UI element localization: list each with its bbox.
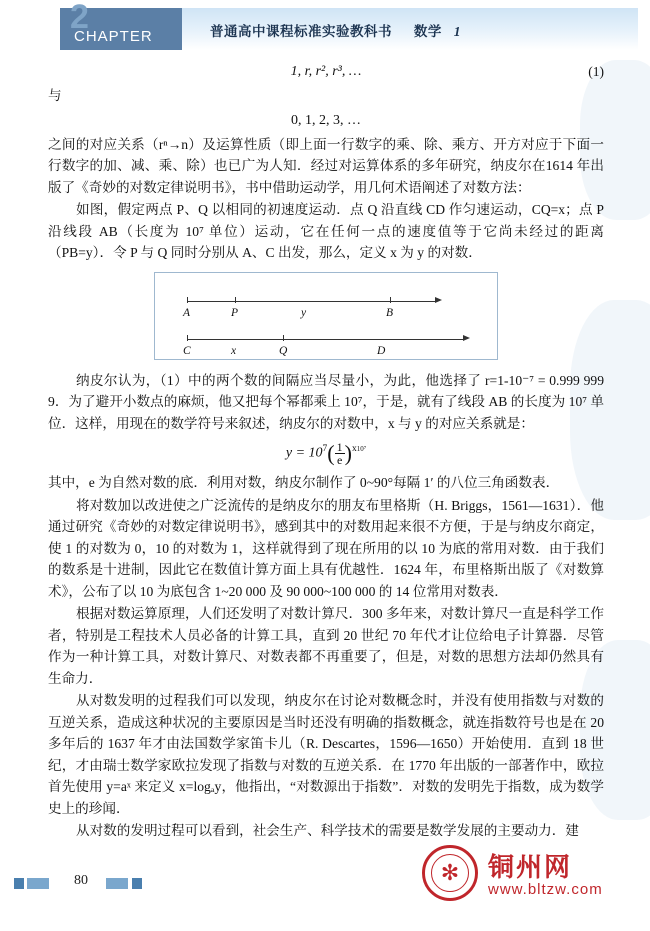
fraction-numerator: 1 bbox=[336, 440, 343, 454]
figure-label-c: C bbox=[183, 344, 191, 357]
paragraph-3: 纳皮尔认为，（1）中的两个数的间隔应当尽量小，为此，他选择了 r=1-10⁻⁷ = 0.999 999 9．为了避开小数点的麻烦，他又把每个幂都乘上 10⁷，于是，就有了线段 AB 的长度为 10⁷ 单位．这样，用现在的数学符号来叙述，纳皮尔的对数中，x 与 y 的对应关系就是： bbox=[48, 372, 604, 431]
page-header bbox=[60, 0, 638, 50]
figure-label-y: y bbox=[301, 306, 307, 319]
page-number: 80 bbox=[74, 873, 88, 888]
formula-paren-left: ( bbox=[327, 440, 335, 466]
figure-segment-ab bbox=[187, 301, 437, 302]
napier-formula-exp1: 7 bbox=[322, 444, 328, 455]
seal-icon bbox=[422, 845, 478, 901]
equation-sequence-1 bbox=[48, 62, 604, 82]
footer-bar-2 bbox=[27, 878, 49, 889]
figure-label-p: P bbox=[231, 306, 239, 319]
figure-tick-q bbox=[283, 335, 284, 341]
paragraph-6: 根据对数运算原理，人们还发明了对数计算尺．300 多年来，对数计算尺一直是科学工作者，特别是工程技术人员必备的计算工具，直到 20 世纪 70 年代才让位给电子计算器．尽管作为一种计算工具，对数计算尺、对数表都不再重要了，但是，对数的思想方法却仍然具有生命力． bbox=[48, 606, 604, 686]
paragraph-8: 从对数的发明过程可以看到，社会生产、科学技术的需要是数学发展的主要动力．建 bbox=[76, 823, 579, 838]
footer-bar-3 bbox=[106, 878, 128, 889]
conjunction-word: 与 bbox=[48, 88, 62, 103]
footer-bar-4 bbox=[132, 878, 142, 889]
napier-formula-lead: y = 10 bbox=[285, 445, 323, 461]
napier-figure bbox=[154, 272, 498, 360]
figure-segment-cd bbox=[187, 339, 465, 340]
formula-paren-right: ) bbox=[344, 440, 352, 466]
figure-label-a: A bbox=[183, 306, 191, 319]
paragraph-5: 将对数加以改进使之广泛流传的是纳皮尔的朋友布里格斯（H. Briggs，1561—1631）．他通过研究《奇妙的对数定律说明书》，感到其中的对数用起来很不方便，于是与纳皮尔商定，使 1 的对数为 0，10 的对数为 1，这样就得到了现在所用的以 10 为底的常用对数．由于我们的数系是十进制，因此它在数值计算方面上具有优越性．1624 年，布里格斯出版了《对数算术》，公布了以 10 为底包含 1~20 000 及 90 000~100 000 的 14 位常用对数表． bbox=[48, 497, 604, 599]
figure-arrow-cd bbox=[463, 335, 470, 341]
seal-star-glyph: ✻ bbox=[440, 860, 460, 885]
series-title: 普通高中课程标准实验教科书 bbox=[210, 24, 392, 39]
napier-formula-exponent-base: x bbox=[351, 444, 357, 455]
watermark-site-name: 铜州网 bbox=[488, 853, 573, 882]
figure-arrow-ab bbox=[435, 297, 442, 303]
paragraph-1: 之间的对应关系（rⁿ→n）及运算性质（即上面一行数字的乘、除、乘方、开方对应于下面一行数字的加、减、乘、除）也已广为人知．经过对运算体系的多年研究，纳皮尔在1614 年出版了《奇妙的对数定律说明书》，书中借助运动学，用几何术语阐述了对数方法： bbox=[48, 136, 604, 195]
fraction-denominator: e bbox=[336, 453, 343, 467]
figure-label-x: x bbox=[231, 344, 237, 357]
figure-tick-p bbox=[235, 297, 236, 303]
figure-tick-b bbox=[390, 297, 391, 303]
napier-formula-exponent bbox=[352, 444, 366, 454]
chapter-badge bbox=[60, 0, 182, 50]
watermark bbox=[422, 843, 632, 917]
chapter-word: CHAPTER bbox=[74, 28, 153, 45]
subject-title: 数学 bbox=[413, 24, 442, 39]
napier-formula-fraction bbox=[335, 441, 345, 466]
equation-number-1: (1) bbox=[588, 64, 604, 79]
volume-number: 1 bbox=[453, 24, 461, 39]
equation-sequence-1-text: 1, r, r², r³, … bbox=[290, 64, 362, 79]
footer-bar-1 bbox=[14, 878, 24, 889]
napier-formula-exponent-sup: 10⁷ bbox=[356, 445, 367, 454]
paragraph-7: 从对数发明的过程我们可以发现，纳皮尔在讨论对数概念时，并没有使用指数与对数的互逆关系，造成这种状况的主要原因是当时还没有明确的指数概念，就连指数符号也是在 20 多年后的 1637 年才由法国数学家笛卡儿（R. Descartes，1596—1650）开始使用．直到 18 世纪，才由瑞士数学家欧拉发现了指数与对数的互逆关系．在 1770 年出版的一部著作中，欧拉首先使用 y=aˣ 来定义 x=logₐy，他指出，“对数源出于指数”．对数的发明先于指数，成为数学史上的珍闻． bbox=[48, 693, 604, 816]
watermark-site-url: www.bltzw.com bbox=[488, 881, 603, 898]
paragraph-2: 如图，假定两点 P、Q 以相同的初速度运动．点 Q 沿直线 CD 作匀速运动，CQ=x；点 P 沿线段 AB（长度为 10⁷ 单位）运动，它在任何一点的速度值等于它尚未经过的距离（PB=y）．令 P 与 Q 同时分别从 A、C 出发，那么，定义 x 为 y 的对数． bbox=[48, 202, 604, 260]
napier-formula bbox=[48, 441, 604, 466]
header-title bbox=[210, 20, 461, 40]
figure-label-b: B bbox=[386, 306, 394, 319]
figure-label-q: Q bbox=[279, 344, 288, 357]
figure-tick-a bbox=[187, 297, 188, 303]
figure-label-d: D bbox=[377, 344, 386, 357]
paragraph-4: 其中，e 为自然对数的底．利用对数，纳皮尔制作了 0~90°每隔 1′ 的八位三角函数表． bbox=[48, 475, 560, 490]
chapter-number: 2 bbox=[70, 0, 89, 36]
equation-sequence-2 bbox=[48, 111, 604, 131]
page-content bbox=[48, 58, 604, 843]
figure-tick-c bbox=[187, 335, 188, 341]
equation-sequence-2-text: 0, 1, 2, 3, … bbox=[291, 112, 361, 128]
